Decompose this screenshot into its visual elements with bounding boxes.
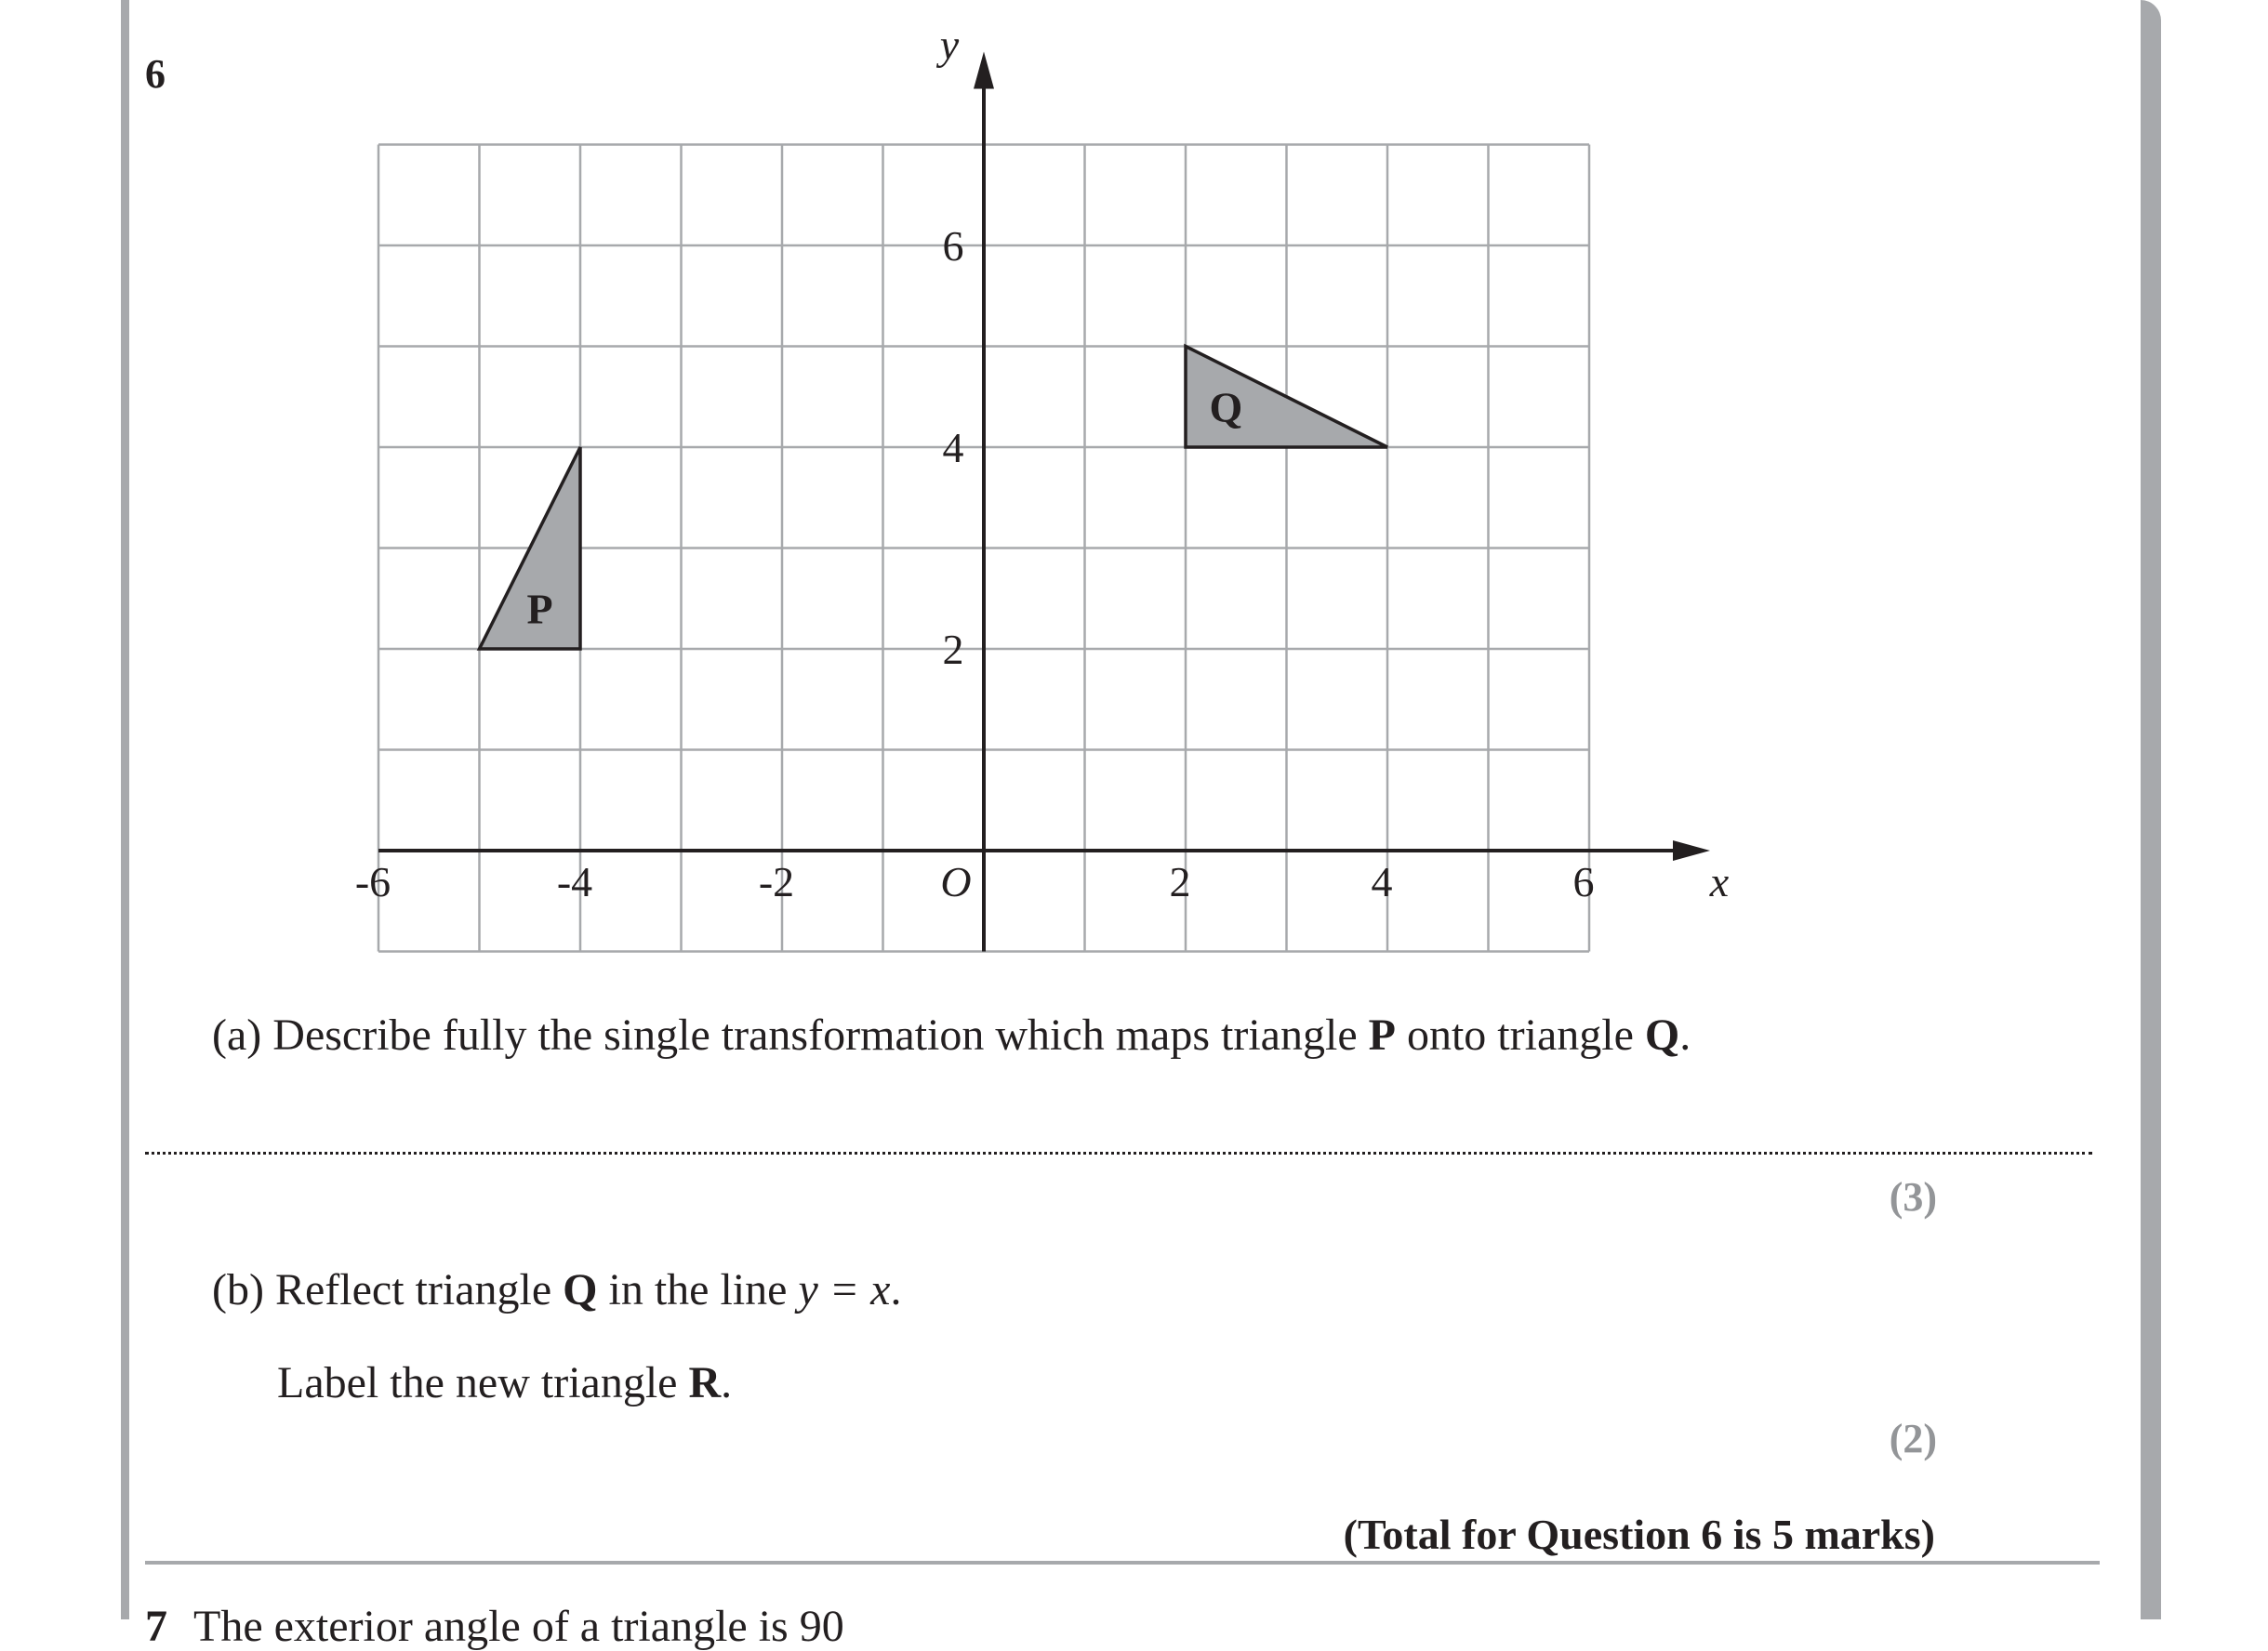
part-b-end: . [890,1265,902,1314]
x-tick-label: -2 [758,858,795,905]
x-tick-label: -6 [354,858,391,905]
y-axis-label: y [939,20,960,69]
part-a-marks: (3) [1889,1174,1937,1220]
question-total: (Total for Question 6 is 5 marks) [1343,1511,1935,1558]
question-divider [145,1561,2100,1565]
part-b-instruction [277,1358,733,1407]
part-a-prefix: (a) Describe fully the single transformation which maps triangle [212,1010,1369,1060]
next-question-text: The exterior angle of a triangle is 90 [193,1602,844,1651]
x-axis-arrow [1673,840,1710,861]
y-tick-label: 4 [942,424,964,471]
part-b-triangle-q: Q [563,1265,598,1314]
part-b-triangle-r: R [688,1358,722,1407]
triangle-label-q: Q [1209,383,1243,431]
y-tick-label: 2 [942,626,964,673]
part-a-triangle-q: Q [1644,1010,1680,1060]
part-a-middle: onto triangle [1395,1010,1645,1060]
part-b-middle: in the line [597,1265,799,1314]
part-b-equation: y = x [798,1265,891,1314]
y-axis-arrow [974,52,994,89]
x-tick-label: -4 [556,858,593,905]
question-number: 6 [145,51,166,97]
part-a-end: . [1679,1010,1691,1060]
x-tick-label: 2 [1169,858,1191,905]
part-b-line2-end: . [721,1358,733,1407]
part-b-marks: (2) [1889,1416,1937,1461]
answer-line[interactable] [145,1152,2092,1155]
y-tick-label: 6 [942,222,964,270]
next-question [145,1602,844,1651]
x-tick-label: 4 [1371,858,1393,905]
x-tick-label: 6 [1572,858,1595,905]
origin-label: O [940,858,972,905]
part-a-triangle-p: P [1368,1010,1396,1060]
part-b-prefix: (b) Reflect triangle [212,1265,564,1314]
triangle-label-p: P [526,585,553,633]
part-a-question [212,1010,1691,1060]
next-question-number: 7 [145,1602,167,1651]
x-axis-label: x [1709,858,1730,905]
part-b-question [212,1265,902,1314]
part-b-line2-prefix: Label the new triangle [277,1358,689,1407]
